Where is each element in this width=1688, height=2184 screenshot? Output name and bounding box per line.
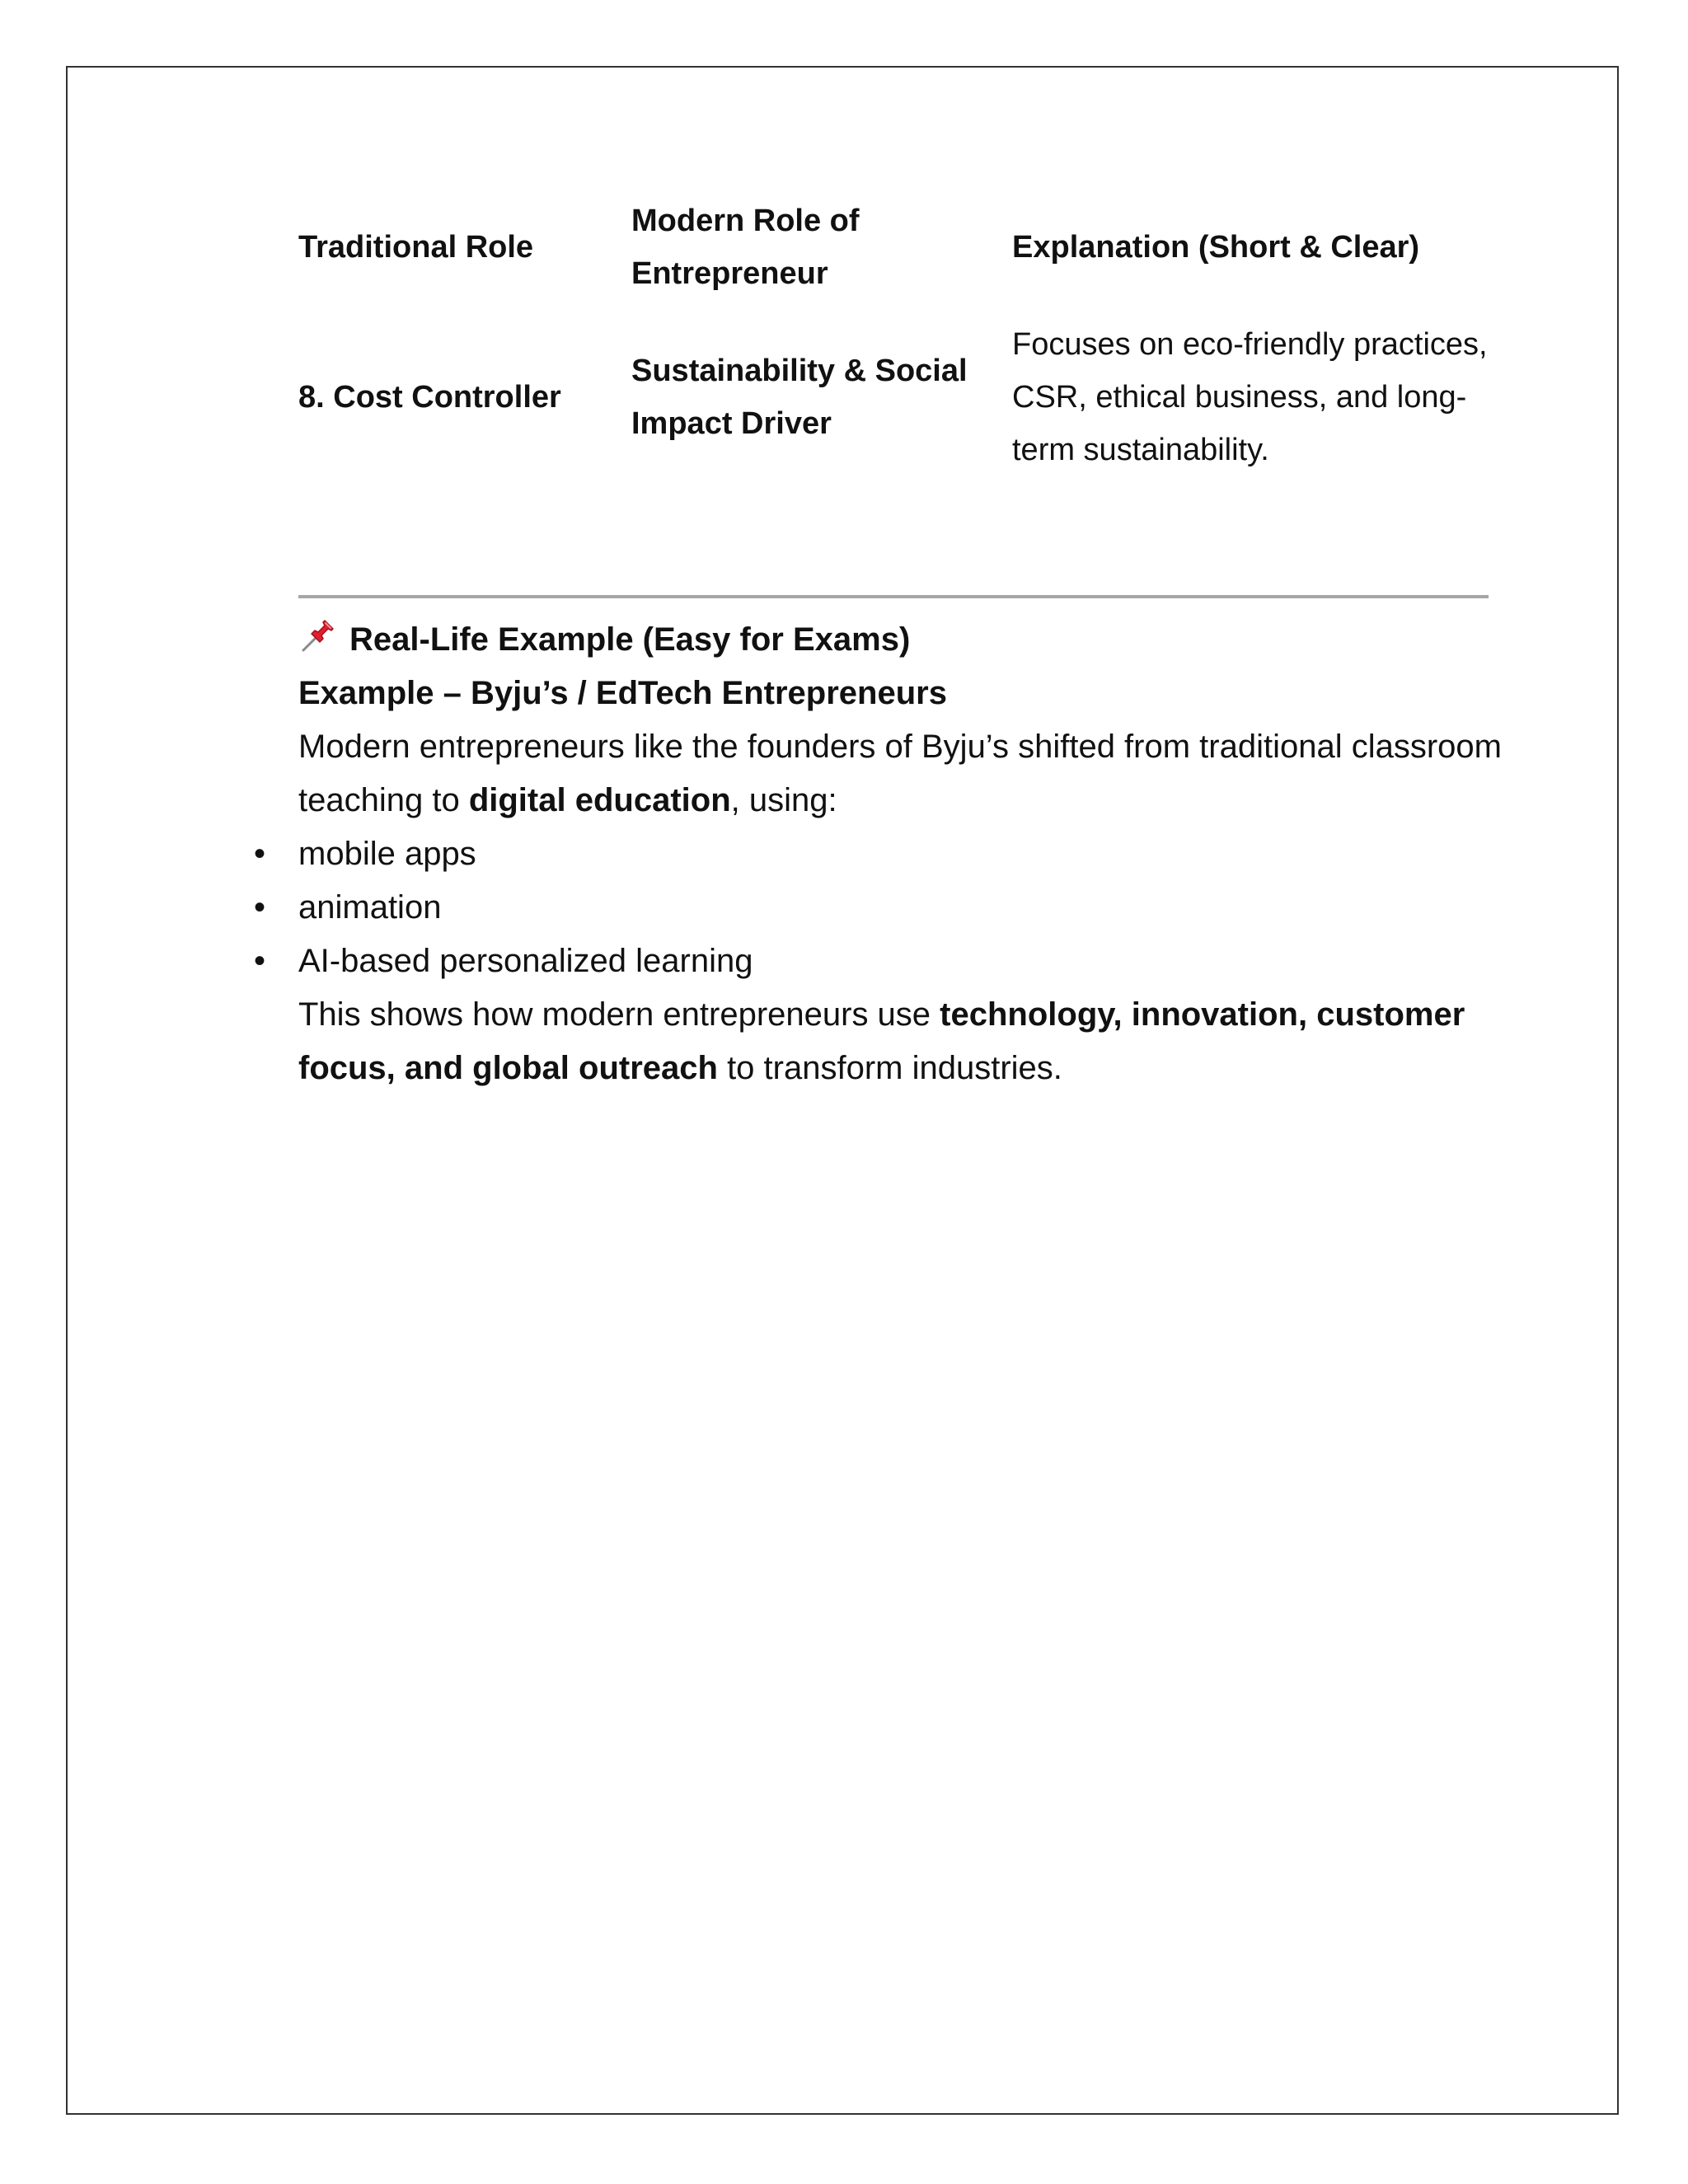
- header-explanation: Explanation (Short & Clear): [1012, 230, 1420, 265]
- conclusion-text: This shows how modern entrepreneurs use: [298, 996, 940, 1033]
- example-section: [253, 613, 1502, 1095]
- pushpin-icon: [298, 616, 338, 655]
- bullet-icon: •: [253, 943, 265, 979]
- example-heading: Real-Life Example (Easy for Exams): [349, 621, 911, 658]
- bullet-icon: •: [253, 836, 265, 872]
- list-item: [253, 881, 1502, 935]
- header-traditional-role: Traditional Role: [298, 230, 534, 265]
- cell-explanation: Focuses on eco-friendly practices, CSR, ethical business, and long-term sustainability.: [1012, 327, 1488, 467]
- header-modern-role: Modern Role of Entrepreneur: [631, 204, 860, 291]
- intro-text-end: , using:: [730, 782, 837, 818]
- table-header-row: [298, 194, 1493, 300]
- intro-text: Modern entrepreneurs like the founders of Byju’s shifted from traditional classroom teaching to: [298, 729, 1502, 818]
- roles-table: [298, 194, 1493, 476]
- example-intro: [298, 720, 1502, 827]
- example-subheading: Example – Byju’s / EdTech Entrepreneurs: [298, 675, 947, 711]
- list-item-text: mobile apps: [298, 836, 476, 872]
- bullet-icon: •: [253, 889, 265, 926]
- list-item-text: AI-based personalized learning: [298, 943, 753, 979]
- cell-traditional-role: 8. Cost Controller: [298, 380, 561, 415]
- example-conclusion: [298, 988, 1502, 1095]
- bullet-list: [253, 827, 1502, 988]
- list-item-text: animation: [298, 889, 442, 926]
- list-item: [253, 827, 1502, 881]
- intro-bold-text: digital education: [468, 782, 731, 818]
- list-item: [253, 935, 1502, 988]
- table-row: [298, 300, 1493, 476]
- cell-modern-role: Sustainability & Social Impact Driver: [631, 354, 968, 441]
- conclusion-text-end: to transform industries.: [717, 1050, 1062, 1086]
- conclusion-bold-text: technology, innovation, customer focus, and global outreach: [298, 996, 1465, 1086]
- example-heading-line: [298, 613, 1502, 667]
- section-divider: [298, 595, 1489, 598]
